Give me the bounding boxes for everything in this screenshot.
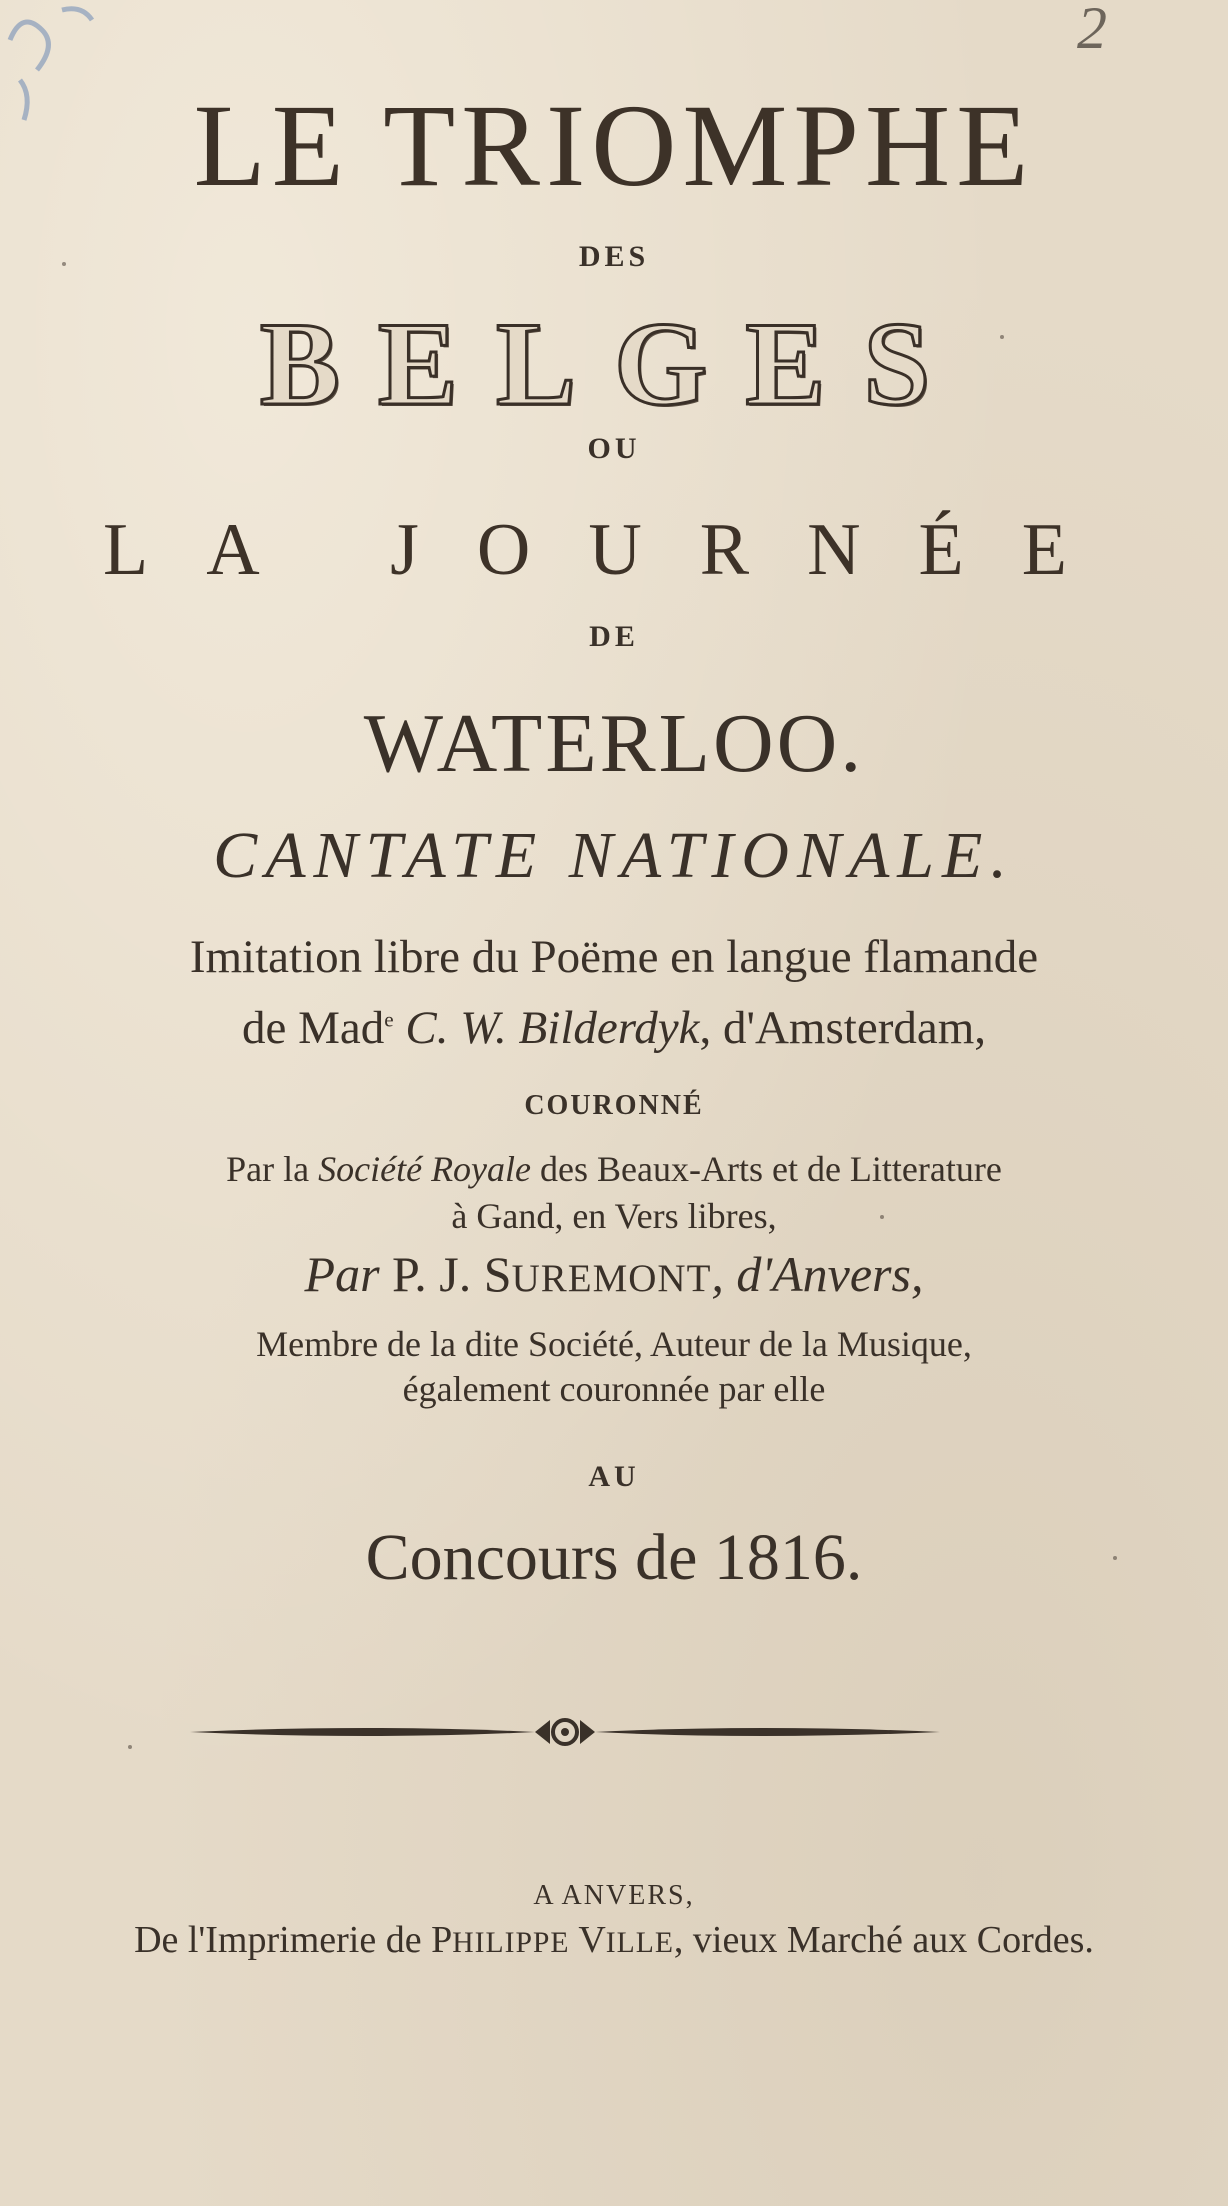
imitation-prefix: de Mad <box>241 1002 385 1054</box>
imprint-prefix: De l'Imprimerie de <box>134 1919 432 1961</box>
ornament-rule <box>190 1710 940 1754</box>
title-la-journee: LA JOURNÉE <box>103 509 1125 591</box>
title-de: DE <box>589 620 639 653</box>
couronne-label: COURONNÉ <box>524 1090 704 1121</box>
societe-line-1 <box>0 1148 1228 1190</box>
societe-royale: Société Royale <box>318 1149 532 1189</box>
author-surname-initial: S <box>483 1246 512 1302</box>
printer-initial-2: V <box>569 1919 606 1961</box>
membre-line-1: Membre de la dite Société, Auteur de la Musique, <box>256 1324 972 1364</box>
imprint-suffix: , vieux Marché aux Cordes. <box>673 1919 1094 1961</box>
subtitle-cantate-nationale: CANTATE NATIONALE. <box>213 819 1015 892</box>
title-waterloo: WATERLOO. <box>363 697 865 790</box>
membre-line-2: également couronnée par elle <box>402 1369 826 1409</box>
title-ou: OU <box>587 432 641 465</box>
concours-line: Concours de 1816. <box>365 1521 863 1594</box>
imitation-line-1: Imitation libre du Poëme en langue flamande <box>189 931 1039 983</box>
printer-rest-2: ILLE <box>605 1927 674 1959</box>
author-line <box>0 1245 1228 1303</box>
paper-speck <box>1000 335 1004 339</box>
imitation-superscript: e <box>384 1007 394 1032</box>
imitation-suffix: , d'Amsterdam, <box>699 1002 987 1054</box>
societe-prefix: Par la <box>226 1149 319 1189</box>
imitation-line-2 <box>0 1001 1228 1055</box>
title-belges: BELGES <box>259 297 969 430</box>
au-label: AU <box>588 1460 640 1493</box>
pencil-shelf-mark: 2 <box>1077 0 1107 61</box>
imprint-city: A ANVERS, <box>533 1880 695 1911</box>
paper-speck <box>62 262 66 266</box>
poet-name: C. W. Bilderdyk <box>405 1002 700 1054</box>
title-des: DES <box>578 240 650 273</box>
societe-line-2: à Gand, en Vers libres, <box>451 1196 777 1236</box>
author-place: , d'Anvers, <box>711 1246 924 1302</box>
author-par: Par <box>304 1246 380 1302</box>
printer-rest-1: HILIPPE <box>452 1927 570 1959</box>
imprint-line <box>0 1918 1228 1962</box>
paper-speck <box>128 1745 132 1749</box>
author-initials: P. J. <box>392 1246 484 1302</box>
printer-initial-1: P <box>431 1919 453 1961</box>
title-le-triomphe: LE TRIOMPHE <box>193 80 1035 211</box>
paper-speck <box>880 1215 884 1219</box>
societe-rest: des Beaux-Arts et de Litterature <box>531 1149 1002 1189</box>
author-surname-rest: UREMONT <box>511 1257 712 1300</box>
paper-speck <box>1113 1556 1117 1560</box>
